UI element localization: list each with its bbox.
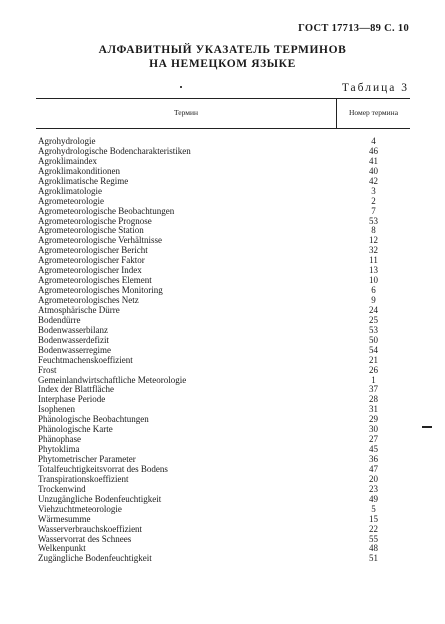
term-number-cell: 32 (369, 245, 378, 256)
term-number-cell: 5 (371, 503, 376, 514)
term-number-cell: 42 (369, 175, 378, 186)
term-number-cell: 48 (369, 543, 378, 554)
term-cell: Bodenwasserbilanz (38, 324, 108, 335)
title-line-2: НА НЕМЕЦКОМ ЯЗЫКЕ (149, 58, 296, 70)
term-number-cell: 13 (369, 265, 378, 276)
table-row (36, 435, 410, 445)
term-cell: Feuchtmachenskoeffizient (38, 354, 133, 365)
table-row (36, 505, 410, 515)
term-cell: Frost (38, 364, 57, 375)
margin-dash-mark (422, 426, 432, 428)
term-cell: Welkenpunkt (38, 543, 86, 554)
term-cell: Agroklimaindex (38, 155, 97, 166)
term-number-cell: 15 (369, 513, 378, 524)
table-body (36, 137, 410, 564)
term-cell: Isophenen (38, 404, 75, 415)
term-cell: Atmosphärische Dürre (38, 304, 120, 315)
term-number-cell: 28 (369, 394, 378, 405)
page-title (0, 43, 445, 71)
terms-table (36, 98, 410, 564)
term-number-cell: 12 (369, 235, 378, 246)
term-cell: Index der Blattfläche (38, 384, 114, 395)
term-number-cell: 47 (369, 463, 378, 474)
column-header-term: Термин (173, 108, 199, 117)
print-speck (180, 86, 182, 88)
term-cell: Phytometrischer Parameter (38, 454, 136, 464)
column-header-number: Номер термина (348, 108, 399, 117)
term-number-cell: 27 (369, 434, 378, 445)
term-cell: Zugängliche Bodenfeuchtigkeit (38, 553, 152, 564)
term-number-cell: 1 (371, 374, 376, 385)
term-number-cell: 53 (369, 215, 378, 226)
term-cell: Agrometeorologischer Bericht (38, 245, 148, 256)
term-cell: Agrohydrologie (38, 136, 96, 146)
term-cell: Phytoklima (38, 444, 80, 455)
term-cell: Unzugängliche Bodenfeuchtigkeit (38, 493, 162, 504)
term-number-cell: 31 (369, 404, 378, 415)
term-cell: Gemeinlandwirtschaftliche Meteorologie (38, 374, 187, 385)
title-line-1: АЛФАВИТНЫЙ УКАЗАТЕЛЬ ТЕРМИНОВ (98, 44, 347, 56)
term-number-cell: 8 (371, 225, 376, 236)
term-number-cell: 22 (369, 523, 378, 534)
term-number-cell: 23 (369, 483, 378, 494)
term-cell: Phänologische Beobachtungen (38, 414, 149, 425)
term-cell: Agrohydrologische Bodencharakteristiken (38, 145, 191, 156)
term-cell: Transpirationskoeffizient (38, 473, 129, 484)
table-row (36, 366, 410, 376)
term-cell: Phänophase (38, 434, 81, 445)
table-row (36, 525, 410, 535)
term-cell: Interphase Periode (38, 394, 106, 405)
term-number-cell: 25 (369, 314, 378, 325)
term-number-cell: 40 (369, 165, 378, 176)
table-row (36, 207, 410, 217)
term-cell: Phänologische Karte (38, 424, 113, 435)
table-row (36, 395, 410, 405)
term-number-cell: 36 (369, 454, 378, 464)
term-number-cell: 55 (369, 533, 378, 544)
term-cell: Agroklimakonditionen (38, 165, 120, 176)
term-cell: Bodenwasserdefizit (38, 334, 109, 345)
term-number-cell: 26 (369, 364, 378, 375)
term-number-cell: 53 (369, 324, 378, 335)
term-cell: Viehzuchtmeteorologie (38, 503, 122, 514)
term-number-cell: 45 (369, 444, 378, 455)
term-cell: Agrometeorologische Verhältnisse (38, 235, 163, 246)
term-number-cell: 10 (369, 275, 378, 286)
table-row (36, 306, 410, 316)
term-number-cell: 2 (371, 195, 376, 206)
term-cell: Bodendürre (38, 314, 81, 325)
term-cell: Agrometeorologisches Monitoring (38, 285, 163, 296)
term-number-cell: 6 (371, 285, 376, 296)
term-cell: Agrometeorologische Beobachtungen (38, 205, 175, 216)
term-cell: Wasserverbrauchskoeffizient (38, 523, 143, 534)
term-number-cell: 24 (369, 304, 378, 315)
term-cell: Bodenwasserregime (38, 344, 111, 355)
term-number-cell: 49 (369, 493, 378, 504)
term-cell: Agrometeorologisches Netz (38, 295, 139, 305)
term-cell: Agrometeorologischer Faktor (38, 255, 145, 266)
term-number-cell: 54 (369, 344, 378, 355)
table-row (36, 356, 410, 366)
term-cell: Wärmesumme (38, 513, 91, 524)
table-row (36, 425, 410, 435)
term-cell: Agrometeorologischer Index (38, 265, 142, 276)
table-row (36, 475, 410, 485)
term-cell: Totalfeuchtigkeitsvorrat des Bodens (38, 463, 168, 474)
page-reference: ГОСТ 17713—89 С. 10 (298, 23, 409, 34)
table-label: Таблица 3 (341, 82, 409, 94)
term-number-cell: 46 (369, 145, 378, 156)
term-number-cell: 3 (371, 185, 376, 196)
term-cell: Wasservorrat des Schnees (38, 533, 132, 544)
term-number-cell: 11 (369, 255, 378, 266)
term-number-cell: 7 (371, 205, 376, 216)
term-number-cell: 20 (369, 473, 378, 484)
table-row (36, 535, 410, 545)
term-number-cell: 21 (369, 354, 378, 365)
term-cell: Agroklimatologie (38, 185, 102, 196)
term-number-cell: 51 (369, 553, 378, 564)
table-row (36, 554, 410, 564)
table-header (36, 98, 410, 129)
term-number-cell: 29 (369, 414, 378, 425)
term-cell: Agrometeorologie (38, 195, 104, 206)
term-number-cell: 37 (369, 384, 378, 395)
term-number-cell: 4 (371, 136, 376, 146)
term-number-cell: 41 (369, 155, 378, 166)
term-number-cell: 30 (369, 424, 378, 435)
term-cell: Agrometeorologische Prognose (38, 215, 152, 226)
term-cell: Trockenwind (38, 483, 86, 494)
term-cell: Agrometeorologische Station (38, 225, 144, 236)
term-cell: Agrometeorologisches Element (38, 275, 152, 286)
term-cell: Agroklimatische Regime (38, 175, 129, 186)
term-number-cell: 50 (369, 334, 378, 345)
term-number-cell: 9 (371, 295, 376, 305)
